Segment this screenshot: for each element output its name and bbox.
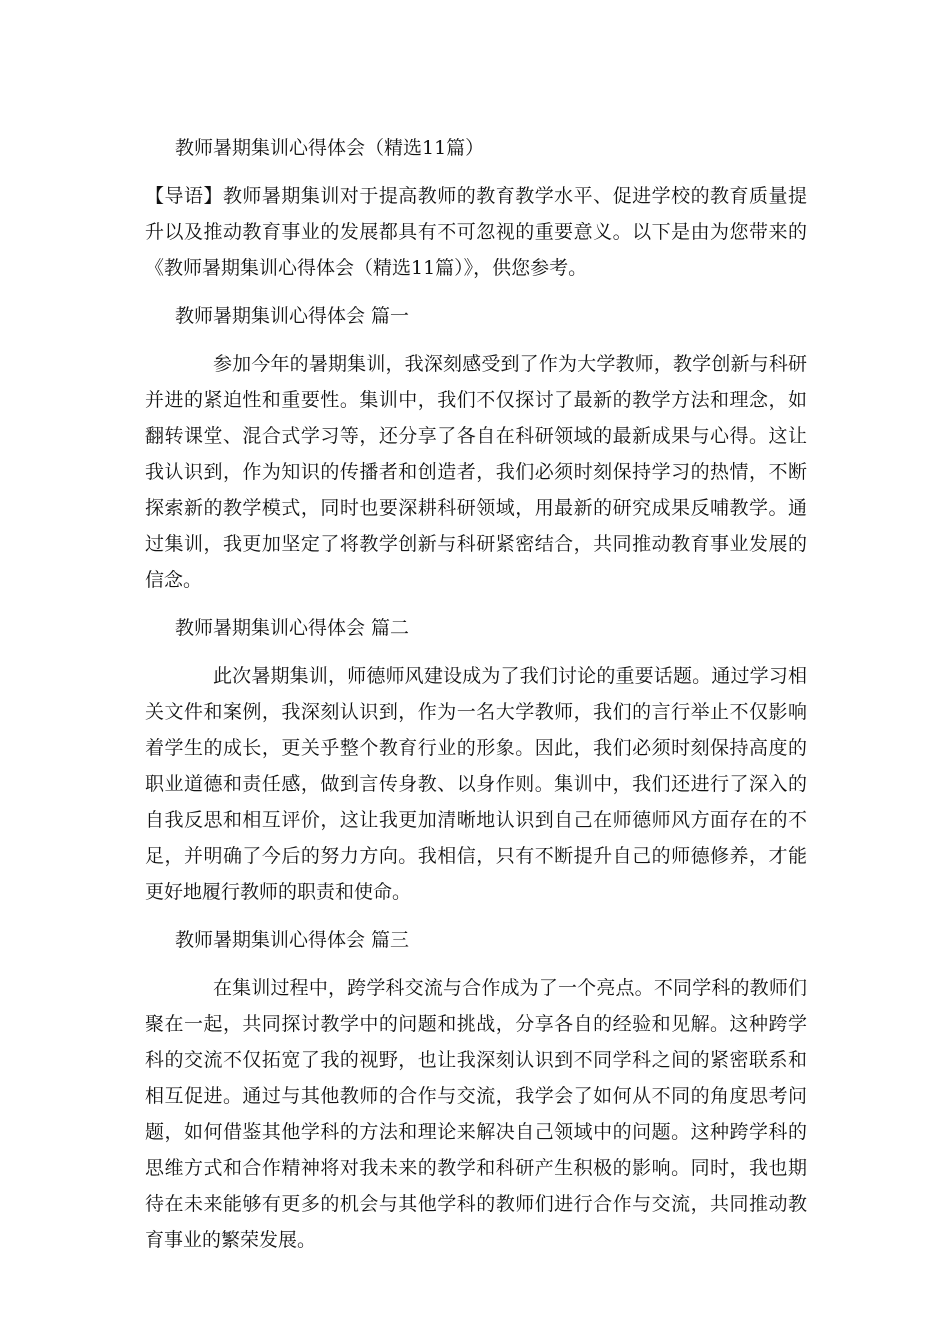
section-body: 此次暑期集训，师德师风建设成为了我们讨论的重要话题。通过学习相关文件和案例，我深刻认识到，作为一名大学教师，我们的言行举止不仅影响着学生的成长，更关乎整个教育行业的形象。因此，我们必须时刻保持高度的职业道德和责任感，做到言传身教、以身作则。集训中，我们还进行了深入的自我反思和相互评价，这让我更加清晰地认识到自己在师德师风方面存在的不足，并明确了今后的努力方向。我相信，只有不断提升自己的师德修养，才能更好地履行教师的职责和使命。 bbox=[145, 665, 807, 903]
lead-paragraph: 【导语】教师暑期集训对于提高教师的教育教学水平、促进学校的教育质量提升以及推动教育事业的发展都具有不可忽视的重要意义。以下是由为您带来的《教师暑期集训心得体会（精选11篇）》，供您参考。 bbox=[145, 185, 807, 279]
document-page bbox=[145, 130, 807, 1270]
section-body: 参加今年的暑期集训，我深刻感受到了作为大学教师，教学创新与科研并进的紧迫性和重要性。集训中，我们不仅探讨了最新的教学方法和理念，如翻转课堂、混合式学习等，还分享了各自在科研领域的最新成果与心得。这让我认识到，作为知识的传播者和创造者，我们必须时刻保持学习的热情，不断探索新的教学模式，同时也要深耕科研领域，用最新的研究成果反哺教学。通过集训，我更加坚定了将教学创新与科研紧密结合，共同推动教育事业发展的信念。 bbox=[145, 353, 807, 591]
section-title: 教师暑期集训心得体会 篇三 bbox=[175, 929, 410, 951]
section-3 bbox=[145, 922, 807, 1258]
section-title: 教师暑期集训心得体会 篇二 bbox=[175, 617, 410, 639]
section-title: 教师暑期集训心得体会 篇一 bbox=[175, 305, 410, 327]
document-title: 教师暑期集训心得体会（精选11篇） bbox=[175, 137, 485, 159]
section-2 bbox=[145, 610, 807, 910]
section-1 bbox=[145, 298, 807, 598]
section-body: 在集训过程中，跨学科交流与合作成为了一个亮点。不同学科的教师们聚在一起，共同探讨教学中的问题和挑战，分享各自的经验和见解。这种跨学科的交流不仅拓宽了我的视野，也让我深刻认识到不同学科之间的紧密联系和相互促进。通过与其他教师的合作与交流，我学会了如何从不同的角度思考问题，如何借鉴其他学科的方法和理论来解决自己领域中的问题。这种跨学科的思维方式和合作精神将对我未来的教学和科研产生积极的影响。同时，我也期待在未来能够有更多的机会与其他学科的教师们进行合作与交流，共同推动教育事业的繁荣发展。 bbox=[145, 977, 807, 1251]
